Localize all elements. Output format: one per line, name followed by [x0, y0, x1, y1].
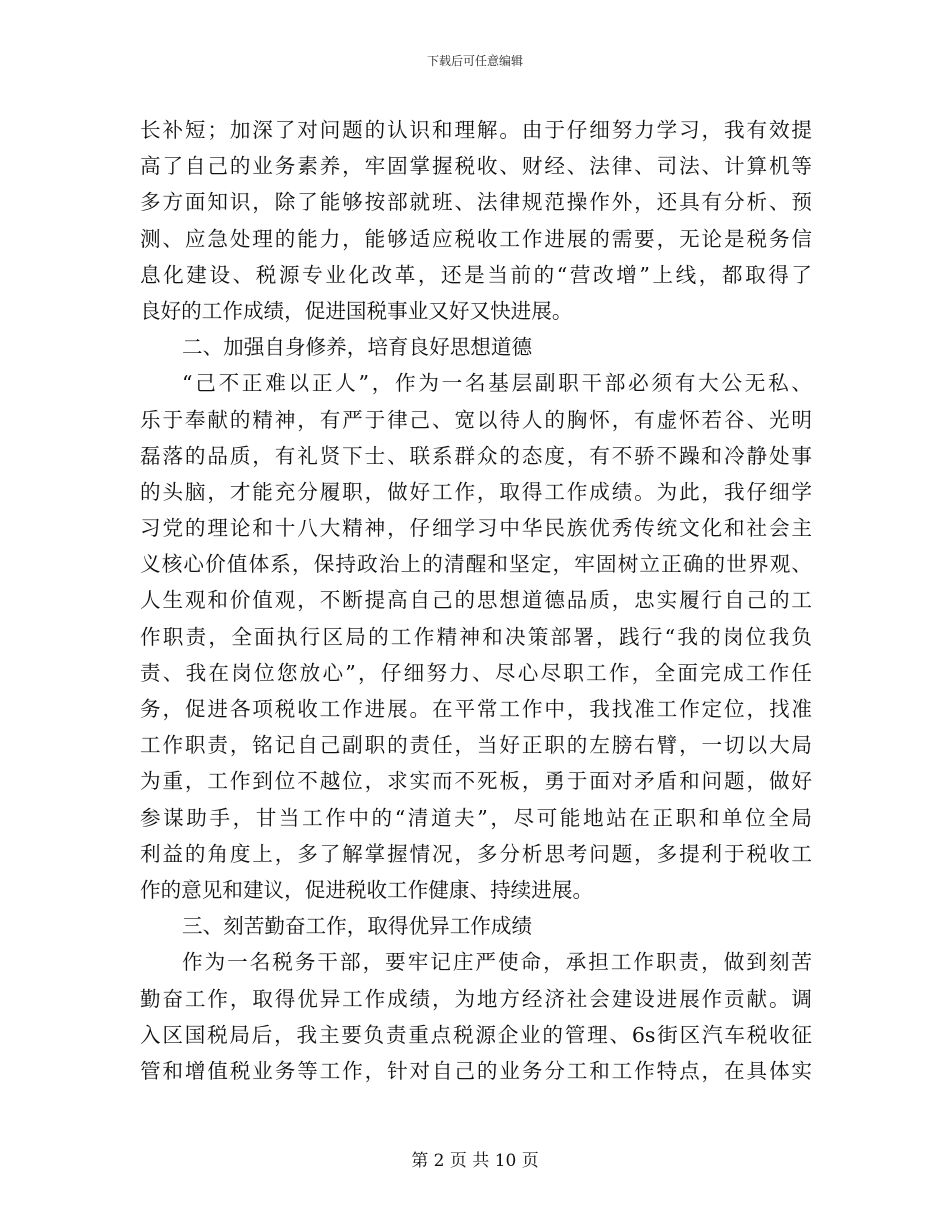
body-line: 乐于奉献的精神，有严于律己、宽以待人的胸怀，有虚怀若谷、光明 [140, 407, 812, 432]
body-line: 入区国税局后，我主要负责重点税源企业的管理、6s街区汽车税收征 [140, 1022, 812, 1047]
document-body [140, 112, 812, 1089]
body-line: 义核心价值体系，保持政治上的清醒和坚定，牢固树立正确的世界观、 [140, 552, 812, 577]
body-line: 作职责，全面执行区局的工作精神和决策部署，践行“我的岗位我负 [140, 624, 812, 649]
body-line: 勤奋工作，取得优异工作成绩，为地方经济社会建设进展作贡献。调 [140, 986, 812, 1011]
body-line: 长补短；加深了对问题的认识和理解。由于仔细努力学习，我有效提 [140, 118, 812, 142]
body-line: 作的意见和建议，促进税收工作健康、持续进展。 [140, 877, 594, 902]
body-line: 作为一名税务干部，要牢记庄严使命，承担工作职责，做到刻苦 [182, 950, 812, 975]
body-line: 良好的工作成绩，促进国税事业又好又快进展。 [140, 298, 573, 323]
body-line: 磊落的品质，有礼贤下士、联系群众的态度，有不骄不躁和冷静处事 [140, 443, 812, 468]
body-line: 管和增值税业务等工作，针对自己的业务分工和工作特点，在具体实 [140, 1058, 812, 1083]
page-number: 第 2 页 共 10 页 [411, 1151, 539, 1171]
body-line: 务，促进各项税收工作进展。在平常工作中，我找准工作定位，找准 [140, 697, 812, 721]
body-line: 高了自己的业务素养，牢固掌握税收、财经、法律、司法、计算机等 [140, 154, 812, 179]
page-header: 下载后可任意编辑 [426, 54, 523, 68]
body-line: 多方面知识，除了能够按部就班、法律规范操作外，还具有分析、预 [140, 190, 812, 215]
body-line: 工作职责，铭记自己副职的责任，当好正职的左膀右臂，一切以大局 [140, 733, 812, 758]
body-line: 人生观和价值观，不断提高自己的思想道德品质，忠实履行自己的工 [140, 588, 812, 613]
body-line: 测、应急处理的能力，能够适应税收工作进展的需要，无论是税务信 [140, 226, 812, 251]
body-line: 参谋助手，甘当工作中的“清道夫”，尽可能地站在正职和单位全局 [140, 805, 812, 830]
body-line: “己不正难以正人”，作为一名基层副职干部必须有大公无私、 [182, 371, 812, 396]
body-line: 息化建设、税源专业化改革，还是当前的“营改增”上线，都取得了 [140, 262, 812, 287]
body-line: 利益的角度上，多了解掌握情况，多分析思考问题，多提利于税收工 [140, 841, 812, 866]
section-heading: 三、刻苦勤奋工作，取得优异工作成绩 [182, 914, 533, 939]
body-line: 责、我在岗位您放心”，仔细努力、尽心尽职工作，全面完成工作任 [140, 660, 812, 685]
body-line: 的头脑，才能充分履职，做好工作，取得工作成绩。为此，我仔细学 [140, 479, 812, 504]
body-line: 习党的理论和十八大精神，仔细学习中华民族优秀传统文化和社会主 [140, 516, 812, 541]
body-line: 为重，工作到位不越位，求实而不死板，勇于面对矛盾和问题，做好 [140, 769, 812, 794]
section-heading: 二、加强自身修养，培育良好思想道德 [182, 335, 533, 360]
